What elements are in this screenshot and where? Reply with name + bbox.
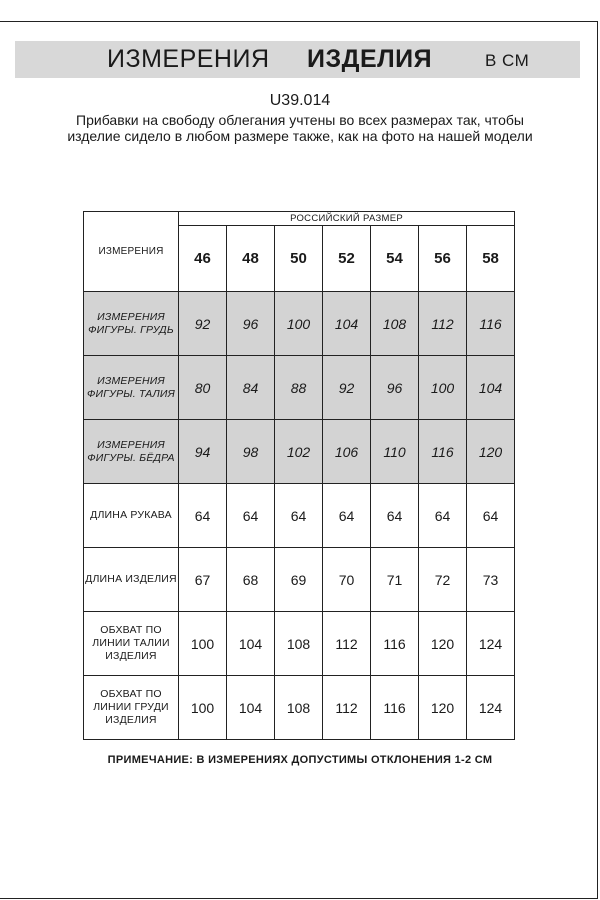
table-cell: 96 [227, 292, 275, 356]
table-cell: 104 [227, 676, 275, 740]
size-header-46: 46 [179, 226, 227, 292]
row-label: ДЛИНА РУКАВА [84, 484, 179, 548]
table-cell: 100 [419, 356, 467, 420]
table-row [84, 676, 515, 740]
table-cell: 69 [275, 548, 323, 612]
table-row [84, 612, 515, 676]
row-label: ИЗМЕРЕНИЯ ФИГУРЫ. БЁДРА [84, 420, 179, 484]
fit-description: Прибавки на свободу облегания учтены во всех размерах так, чтобы изделие сидело в любом размере также, как на фото на нашей модели [67, 112, 533, 144]
table-cell: 104 [323, 292, 371, 356]
table-cell: 64 [323, 484, 371, 548]
table-cell: 64 [371, 484, 419, 548]
table-cell: 94 [179, 420, 227, 484]
table-row [84, 356, 515, 420]
table-cell: 120 [419, 676, 467, 740]
table-cell: 100 [179, 676, 227, 740]
table-cell: 71 [371, 548, 419, 612]
product-code: U39.014 [269, 92, 331, 109]
table-cell: 120 [419, 612, 467, 676]
table-cell: 64 [179, 484, 227, 548]
tolerance-note: ПРИМЕЧАНИЕ: В ИЗМЕРЕНИЯХ ДОПУСТИМЫ ОТКЛОНЕНИЯ 1-2 СМ [107, 754, 493, 766]
table-cell: 120 [467, 420, 515, 484]
size-header-54: 54 [371, 226, 419, 292]
table-cell: 70 [323, 548, 371, 612]
table-cell: 124 [467, 612, 515, 676]
table-cell: 124 [467, 676, 515, 740]
table-cell: 64 [419, 484, 467, 548]
table-cell: 108 [371, 292, 419, 356]
table-cell: 102 [275, 420, 323, 484]
table-cell: 116 [371, 612, 419, 676]
table-cell: 64 [467, 484, 515, 548]
size-group-header: РОССИЙСКИЙ РАЗМЕР [179, 212, 515, 226]
table-row [84, 420, 515, 484]
table-row [84, 292, 515, 356]
table-cell: 112 [323, 676, 371, 740]
table-cell: 96 [371, 356, 419, 420]
row-label: ИЗМЕРЕНИЯ ФИГУРЫ. ТАЛИЯ [84, 356, 179, 420]
table-cell: 116 [419, 420, 467, 484]
row-label: ДЛИНА ИЗДЕЛИЯ [84, 548, 179, 612]
size-header-52: 52 [323, 226, 371, 292]
table-cell: 92 [179, 292, 227, 356]
table-cell: 110 [371, 420, 419, 484]
size-header-48: 48 [227, 226, 275, 292]
table-cell: 100 [275, 292, 323, 356]
row-label: ИЗМЕРЕНИЯ ФИГУРЫ. ГРУДЬ [84, 292, 179, 356]
table-cell: 92 [323, 356, 371, 420]
table-cell: 98 [227, 420, 275, 484]
table-cell: 64 [275, 484, 323, 548]
measure-column-header: ИЗМЕРЕНИЯ [84, 212, 179, 292]
table-cell: 116 [467, 292, 515, 356]
size-header-56: 56 [419, 226, 467, 292]
title-banner [15, 41, 580, 78]
banner-title-measurements: ИЗМЕРЕНИЯ [107, 45, 270, 73]
table-cell: 84 [227, 356, 275, 420]
table-cell: 108 [275, 612, 323, 676]
size-header-58: 58 [467, 226, 515, 292]
row-label: ОБХВАТ ПО ЛИНИИ ГРУДИ ИЗДЕЛИЯ [84, 676, 179, 740]
size-table [83, 211, 515, 740]
table-cell: 106 [323, 420, 371, 484]
table-cell: 68 [227, 548, 275, 612]
table-cell: 73 [467, 548, 515, 612]
table-cell: 88 [275, 356, 323, 420]
size-header-50: 50 [275, 226, 323, 292]
table-cell: 104 [227, 612, 275, 676]
table-cell: 72 [419, 548, 467, 612]
table-cell: 100 [179, 612, 227, 676]
banner-title-product: ИЗДЕЛИЯ [307, 45, 433, 73]
table-cell: 67 [179, 548, 227, 612]
table-row [84, 548, 515, 612]
table-cell: 64 [227, 484, 275, 548]
table-cell: 104 [467, 356, 515, 420]
table-cell: 112 [323, 612, 371, 676]
table-cell: 108 [275, 676, 323, 740]
table-cell: 112 [419, 292, 467, 356]
banner-units: В СМ [485, 51, 530, 70]
row-label: ОБХВАТ ПО ЛИНИИ ТАЛИИ ИЗДЕЛИЯ [84, 612, 179, 676]
table-cell: 116 [371, 676, 419, 740]
table-row [84, 484, 515, 548]
table-cell: 80 [179, 356, 227, 420]
